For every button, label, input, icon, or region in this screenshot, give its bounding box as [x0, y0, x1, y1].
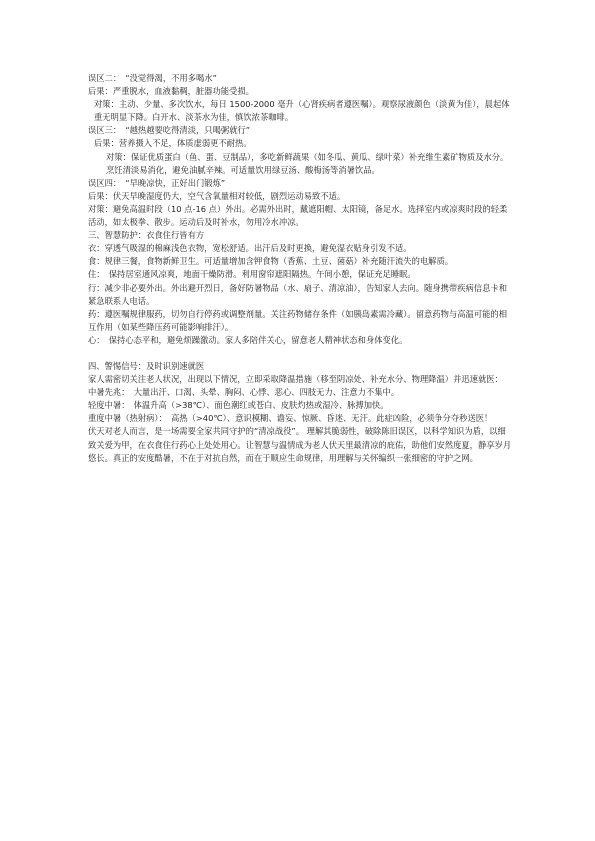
travel-advice: 行：减少非必要外出。外出避开烈日，备好防暑物品（水、扇子、清凉油），告知家人去向。随身携带疾病信息卡和紧急联系人电话。 [88, 282, 507, 306]
myth3-countermeasure: 对策：保证优质蛋白（鱼、蛋、豆制品），多吃新鲜蔬果（如冬瓜、黄瓜、绿叶菜）补充维生素矿物质及水分。烹饪清淡易消化，避免油腻辛辣。可适量饮用绿豆汤、酸梅汤等消暑饮品。 [106, 151, 509, 175]
myth3-title: 误区三： “越热越要吃得清淡，只喝粥就行” [88, 125, 251, 136]
mind-advice: 心： 保持心态平和，避免烦躁激动。家人多陪伴关心，留意老人精神状态和身体变化。 [88, 334, 408, 345]
section4-intro: 家人需密切关注老人状况，出现以下情况，立即采取降温措施（移至阴凉处、补充水分、物理降温）并迅速就医： [88, 374, 503, 385]
severe-heatstroke: 重度中暑（热射病）： 高热（>40℃）、意识模糊、谵妄、惊厥、昏迷、无汗。此症凶险，必须争分夺秒送医！ [88, 413, 493, 424]
myth4-countermeasure: 对策：避免高温时段（10 点-16 点）外出。必需外出时，戴遮阳帽、太阳镜，备足水。选择室内或凉爽时段的轻柔活动，如太极拳、散步。运动后及时补水，勿用冷水冲凉。 [88, 203, 508, 228]
myth4-consequence: 后果：伏天早晚湿度仍大，空气含氧量相对较低，剧烈运动易致不适。 [88, 190, 346, 201]
housing-advice: 住： 保持居室通风凉爽，地面干燥防滑。利用窗帘遮阳隔热。午间小憩，保证充足睡眠。 [88, 269, 416, 280]
food-advice: 食：规律三餐，食物新鲜卫生。可适量增加含钾食物（香蕉、土豆、菌菇）补充随汗流失的电解质。 [88, 256, 454, 267]
heatstroke-precursor: 中暑先兆： 大量出汗、口渴、头晕、胸闷、心悸、恶心、四肢无力、注意力不集中。 [88, 387, 400, 398]
myth4-title: 误区四： “早晚凉快，正好出门锻炼” [88, 177, 226, 188]
myth2-countermeasure: 对策：主动、少量、多次饮水，每日 1500-2000 毫升（心肾疾病者遵医嘱）。观察尿液颜色（淡黄为佳），晨起体重无明显下降。白开水、淡茶水为佳，慎饮浓茶咖啡。 [94, 99, 510, 123]
myth2-consequence: 后果：严重脱水，血液黏稠，脏器功能受损。 [88, 86, 254, 97]
section-spacer [88, 347, 512, 360]
medicine-advice: 药：遵医嘱规律服药，切勿自行停药或调整剂量。关注药物储存条件（如胰岛素需冷藏）。留意药物与高温可能的相互作用（如某些降压药可能影响排汗）。 [88, 308, 507, 332]
section3-title: 三、智慧防护：衣食住行皆有方 [88, 230, 205, 241]
section4-title: 四、警惕信号：及时识别速就医 [88, 360, 205, 371]
mild-heatstroke: 轻度中暑： 体温升高（>38℃）、面色潮红或苍白、皮肤灼热或湿冷、脉搏加快。 [88, 400, 389, 411]
myth2-title: 误区二： “没觉得渴，不用多喝水” [88, 73, 217, 83]
document-body [88, 72, 512, 465]
conclusion-paragraph: 伏天对老人而言，是一场需要全家共同守护的“清凉战役”。 理解其脆弱性，破除陈旧误区，以科学知识为盾，以细致关爱为甲，在衣食住行药心上处处用心。让智慧与温情成为老人伏天里最清凉的庇佑，助他们安然度夏，静享岁月悠长。真正的安度酷暑，不在于对抗自然，而在于顺应生命规律，用理解与关怀编织一张细密的守护之网。 [88, 426, 512, 463]
clothing-advice: 衣：穿透气吸湿的棉麻浅色衣物，宽松舒适。出汗后及时更换，避免湿衣贴身引发不适。 [88, 243, 412, 254]
myth3-consequence: 后果：营养摄入不足，体质虚弱更不耐热。 [94, 138, 252, 149]
